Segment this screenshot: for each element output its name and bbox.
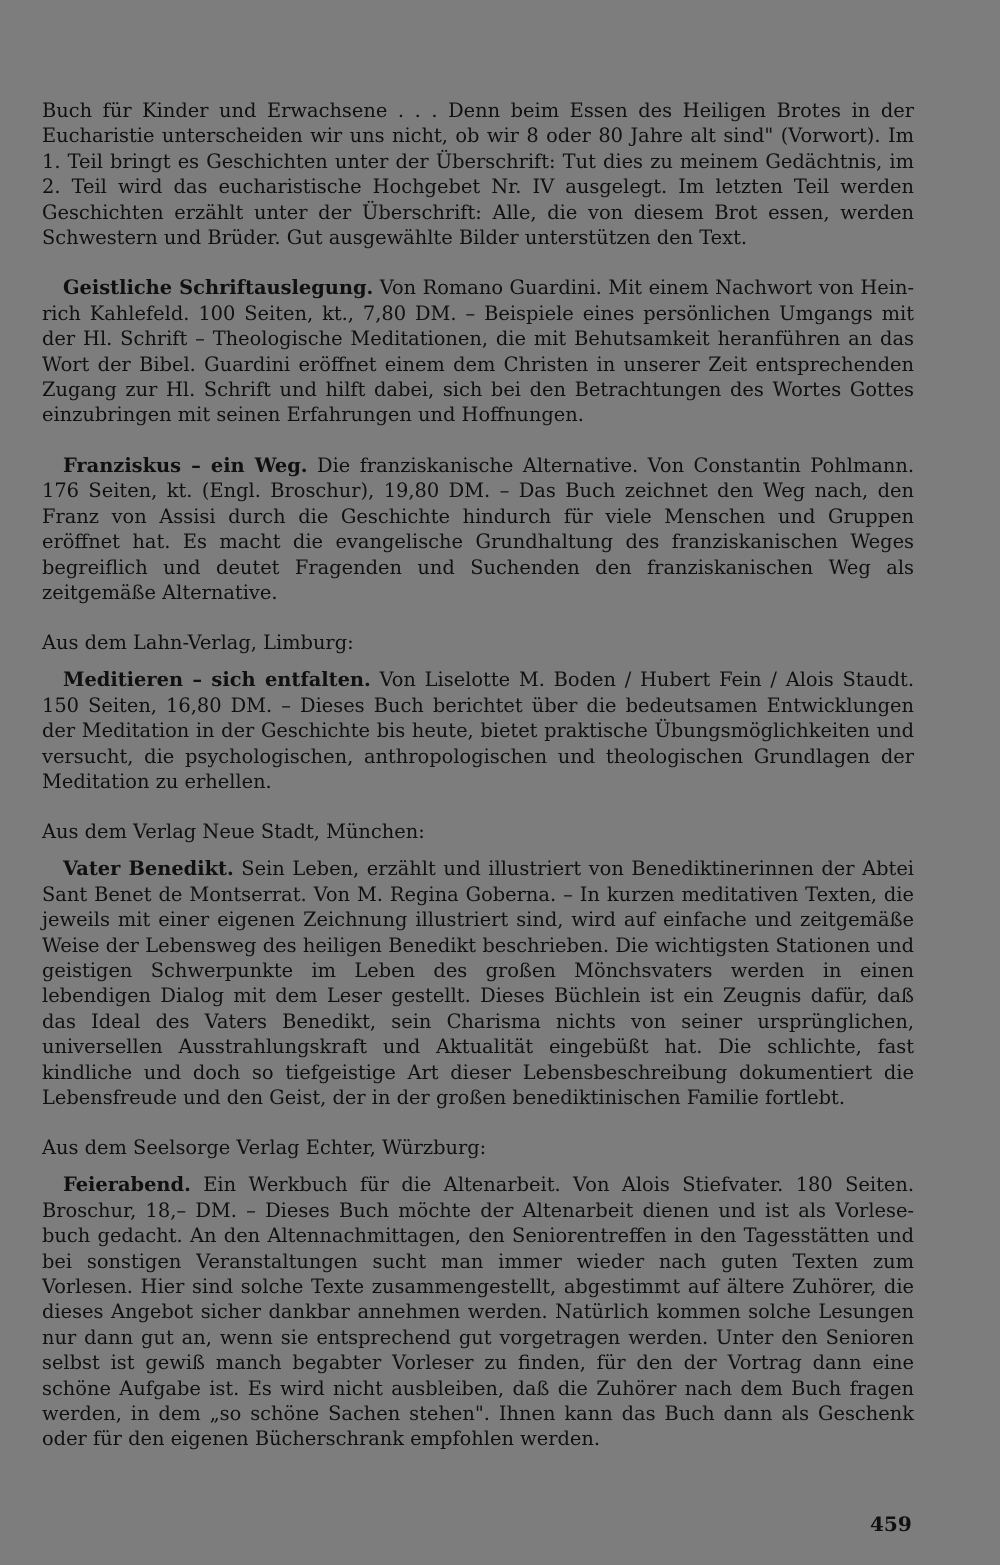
intro-paragraph: Buch für Kinder und Erwachsene . . . Denn beim Essen des Heiligen Brotes in der Eucharistie unterscheiden wir uns nicht, ob wir 8 oder 80 Jahre alt sind" (Vorwort). Im 1. Teil bringt es Geschichten unter der Überschrift: Tut dies zu meinem Gedächtnis, im 2. Teil wird das eucharistische Hochgebet Nr. IV ausgelegt. Im letzten Teil werden Geschichten erzählt unter der Überschrift: Alle, die von diesem Brot essen, werden Schwestern und Brüder. Gut ausgewählte Bilder unterstützen den Text. xyxy=(42,99,914,250)
book-description: Von Liselotte M. Boden / Hubert Fein / Alois Staudt. 150 Seiten, 16,80 DM. – Dieses Buch berichtet über die bedeutsamen Entwicklungen der Meditation in der Geschichte bis heute, bietet praktische Übungsmöglichkeiten und versucht, die psychologischen, anthropologischen und theologischen Grundlagen der Meditation zu erhellen. xyxy=(42,668,914,793)
entry-paragraph xyxy=(42,275,914,427)
book-title: Feierabend. xyxy=(63,1173,191,1197)
book-entry-franziskus xyxy=(42,453,914,605)
publisher-heading-neue-stadt: Aus dem Verlag Neue Stadt, München: xyxy=(42,820,425,844)
book-title: Vater Benedikt. xyxy=(63,857,234,881)
page-body xyxy=(42,98,914,1477)
book-description: Ein Werkbuch für die Altenarbeit. Von Alois Stiefvater. 180 Seiten. Broschur, 18,– DM. – Dieses Buch möchte der Altenarbeit dienen und ist als Vorlesebuch gedacht. An den Altennachmittagen, den Seniorentreffen in den Tagesstätten und bei sonstigen Veranstaltungen sucht man immer wieder nach guten Texten zum Vorlesen. Hier sind solche Texte zusammengestellt, abgestimmt auf ältere Zuhörer, die dieses Angebot sicher dankbar annehmen werden. Natürlich kommen solche Lesungen nur dann gut an, wenn sie entsprechend gut vorgetragen werden. Unter den Senioren selbst ist gewiß manch begabter Vorleser zu finden, für den der Vortrag dann eine schöne Aufgabe ist. Es wird nicht ausbleiben, daß die Zuhörer nach dem Buch fragen werden, in dem „so schöne Sachen stehen". Ihnen kann das Buch dann als Geschenk oder für den eigenen Bücherschrank empfohlen werden. xyxy=(42,1173,914,1451)
entry-paragraph xyxy=(42,1172,914,1451)
publisher-heading-lahn: Aus dem Lahn-Verlag, Limburg: xyxy=(42,631,354,655)
book-title: Geistliche Schriftauslegung. xyxy=(63,276,374,300)
book-entry-meditieren xyxy=(42,667,914,794)
book-entry-vater-benedikt xyxy=(42,856,914,1110)
entry-paragraph xyxy=(42,667,914,794)
book-description: Sein Leben, erzählt und illustriert von Benediktinerinnen der Abtei Sant Benet de Montserrat. Von M. Regina Goberna. – In kurzen meditativen Texten, die jeweils mit einer eigenen Zeichnung illustriert sind, wird auf einfache und zeitgemäße Weise der Lebensweg des heiligen Benedikt beschrieben. Die wichtigsten Stationen und geistigen Schwerpunkte im Leben des großen Mönchsvaters werden in einen lebendigen Dialog mit dem Leser gestellt. Dieses Büchlein ist ein Zeugnis dafür, daß das Ideal des Vaters Benedikt, sein Charisma nichts von seiner ursprünglichen, universellen Ausstrahlungskraft und Aktualität eingebüßt hat. Die schlichte, fast kindliche und doch so tiefgeistige Art dieser Lebensbeschreibung dokumentiert die Lebensfreude und den Geist, der in der großen benediktinischen Familie fortlebt. xyxy=(42,857,914,1109)
book-description: Von Romano Guardini. Mit einem Nachwort von Heinrich Kahlefeld. 100 Seiten, kt., 7,80 DM. – Beispiele eines persönlichen Umgangs mit der Hl. Schrift – Theologische Meditationen, die mit Behutsamkeit heranführen an das Wort der Bibel. Guardini eröffnet einem dem Christen in unserer Zeit entsprechenden Zugang zur Hl. Schrift und hilft dabei, sich bei den Betrachtungen des Wortes Gottes einzubringen mit seinen Erfahrungen und Hoffnungen. xyxy=(42,276,914,427)
publisher-heading-echter: Aus dem Seelsorge Verlag Echter, Würzburg: xyxy=(42,1136,487,1160)
entry-paragraph xyxy=(42,453,914,605)
book-title: Franziskus – ein Weg. xyxy=(63,453,308,477)
book-entry-guardini xyxy=(42,275,914,427)
entry-paragraph xyxy=(42,856,914,1110)
page-number: 459 xyxy=(870,1512,912,1536)
book-title: Meditieren – sich entfalten. xyxy=(63,668,371,692)
book-entry-feierabend xyxy=(42,1172,914,1451)
book-description: Die franziskanische Alternative. Von Constantin Pohlmann. 176 Seiten, kt. (Engl. Broschur), 19,80 DM. – Das Buch zeichnet den Weg nach, den Franz von Assisi durch die Geschichte hindurch für viele Menschen und Gruppen eröffnet hat. Es macht die evangelische Grundhaltung des franziskanischen Weges begreiflich und deutet Fragenden und Suchenden den franziskanischen Weg als zeitgemäße Alternative. xyxy=(42,453,914,604)
